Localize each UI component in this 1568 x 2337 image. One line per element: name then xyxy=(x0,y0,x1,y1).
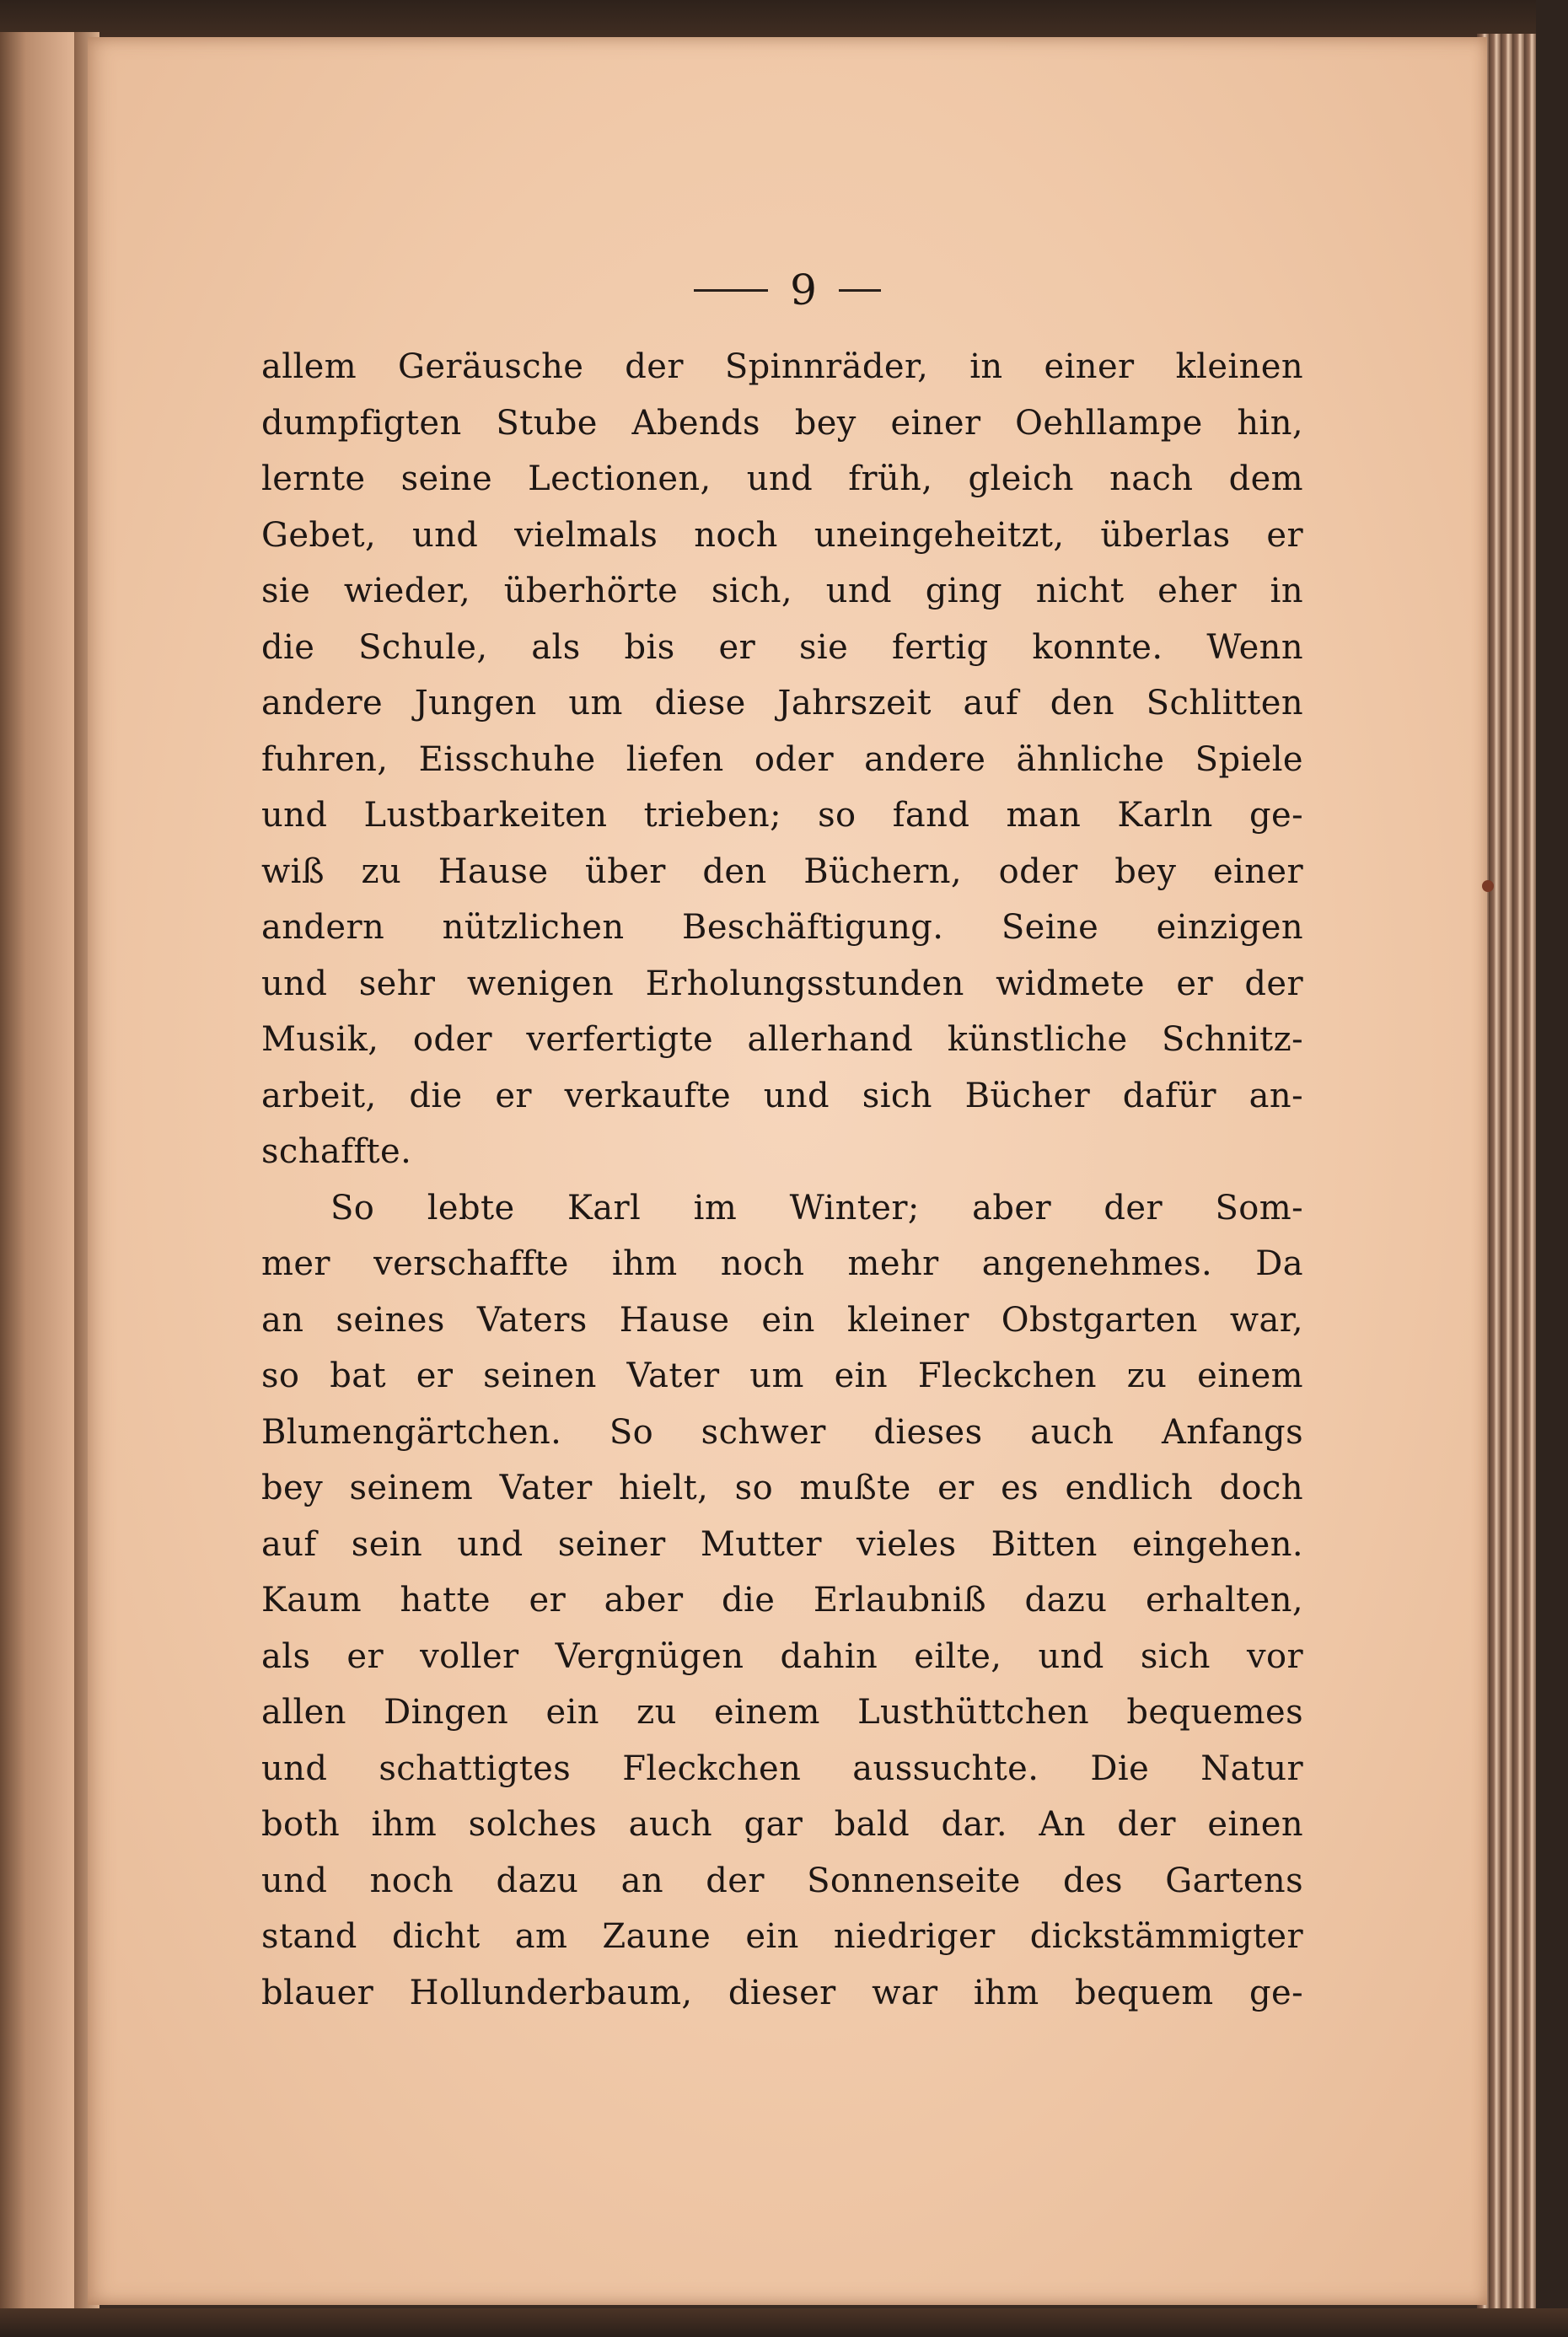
text-line: Musik, oder verfertigte allerhand künstliche Schnitz- xyxy=(261,1020,1303,1059)
book-cover-bottom xyxy=(0,2308,1568,2337)
text-line: allem Geräusche der Spinnräder, in einer kleinen xyxy=(261,347,1303,386)
text-line: als er voller Vergnügen dahin eilte, und sich vor xyxy=(261,1636,1303,1676)
header-rule-left xyxy=(694,289,768,292)
text-line: So lebte Karl im Winter; aber der Som- xyxy=(330,1188,1303,1228)
text-line: Kaum hatte er aber die Erlaubniß dazu erhalten, xyxy=(261,1581,1303,1620)
text-line: Blumengärtchen. So schwer dieses auch Anfangs xyxy=(261,1412,1303,1452)
text-line: schaffte. xyxy=(261,1132,412,1171)
text-line: und Lustbarkeiten trieben; so fand man Karln ge- xyxy=(261,796,1303,835)
text-line: dumpfigten Stube Abends bey einer Oehllampe hin, xyxy=(261,403,1303,443)
text-line: mer verschaffte ihm noch mehr angenehmes. Da xyxy=(261,1244,1303,1283)
text-line: arbeit, die er verkaufte und sich Bücher dafür an- xyxy=(261,1076,1303,1115)
text-line: so bat er seinen Vater um ein Fleckchen zu einem xyxy=(261,1357,1303,1395)
text-line: fuhren, Eisschuhe liefen oder andere ähnliche Spiele xyxy=(261,739,1303,779)
text-line: auf sein und seiner Mutter vieles Bitten eingehen. xyxy=(261,1524,1303,1564)
book-cover-right xyxy=(1536,0,1568,2337)
page-number: 9 xyxy=(790,266,817,314)
text-line: bey seinem Vater hielt, so mußte er es endlich doch xyxy=(261,1469,1303,1507)
text-line: Gebet, und vielmals noch uneingeheitzt, überlas er xyxy=(261,515,1303,555)
text-line: blauer Hollunderbaum, dieser war ihm bequem ge- xyxy=(261,1973,1303,2012)
text-line: und schattigtes Fleckchen aussuchte. Die Natur xyxy=(261,1749,1303,1788)
text-line: die Schule, als bis er sie fertig konnte. Wenn xyxy=(261,627,1303,667)
text-line: allen Dingen ein zu einem Lusthüttchen bequemes xyxy=(261,1693,1303,1732)
ink-spot xyxy=(1482,880,1494,892)
body-text xyxy=(261,339,1303,2021)
text-line: andere Jungen um diese Jahrszeit auf den Schlitten xyxy=(261,684,1303,723)
page-header xyxy=(88,265,1487,315)
header-rule-right xyxy=(839,289,881,292)
text-line: stand dicht am Zaune ein niedriger dickstämmigter xyxy=(261,1917,1303,1956)
text-line: both ihm solches auch gar bald dar. An der einen xyxy=(261,1805,1303,1844)
left-page-edge xyxy=(0,32,74,2308)
text-line: und sehr wenigen Erholungsstunden widmete er der xyxy=(261,964,1303,1003)
text-line: wiß zu Hause über den Büchern, oder bey einer xyxy=(261,852,1303,891)
text-line: andern nützlichen Beschäftigung. Seine einzigen xyxy=(261,908,1303,947)
text-line: sie wieder, überhörte sich, und ging nicht eher in xyxy=(261,572,1303,610)
text-line: lernte seine Lectionen, und früh, gleich nach dem xyxy=(261,459,1303,498)
text-line: an seines Vaters Hause ein kleiner Obstgarten war, xyxy=(261,1300,1303,1340)
book-page xyxy=(88,37,1487,2305)
text-line: und noch dazu an der Sonnenseite des Gartens xyxy=(261,1861,1303,1900)
